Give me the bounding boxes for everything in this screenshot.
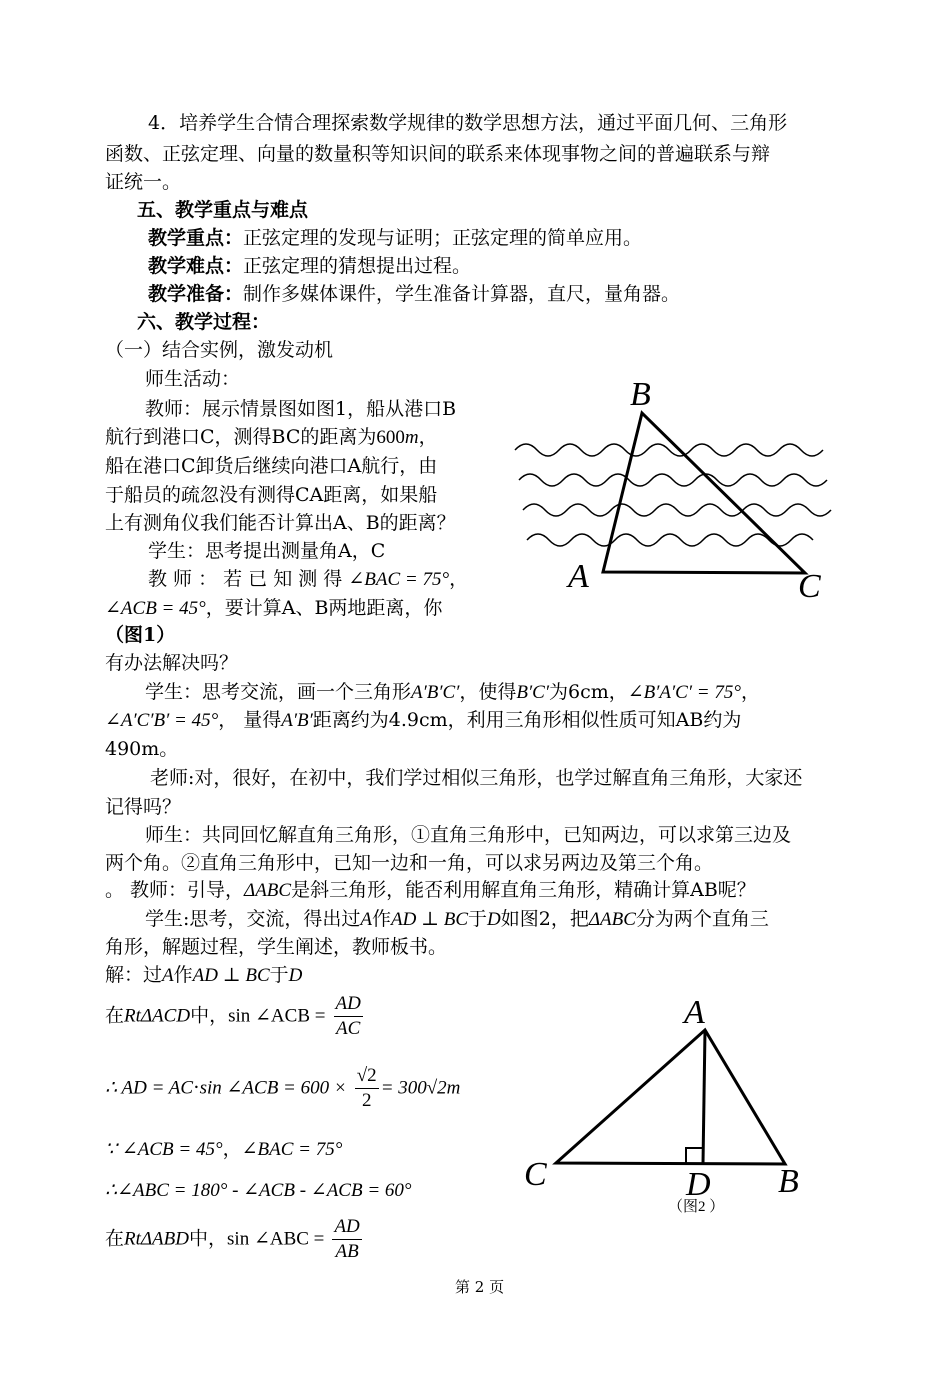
- side-bc-prime: B′C′: [516, 682, 549, 703]
- student-line-4: 490m。: [105, 738, 179, 760]
- eq5-pre: 在: [105, 1227, 125, 1250]
- fig2-label-c: C: [524, 1156, 547, 1193]
- fig2-label-b: B: [778, 1163, 799, 1200]
- solution-text-c: 于: [269, 964, 289, 986]
- solution-ad-perp-bc: AD ⊥ BC: [192, 965, 270, 986]
- eq1-sin: sin ∠ACB =: [228, 1005, 326, 1027]
- difficult-points-text: 正弦定理的猜想提出过程。: [243, 255, 472, 277]
- teacher-line-6-comma: ，: [449, 568, 469, 590]
- solution-line: [105, 962, 302, 989]
- teacher-line-6-text: 教 师 ： 若 已 知 测 得: [148, 568, 343, 590]
- eq3-acb: ∵ ∠ACB = 45°: [105, 1139, 223, 1160]
- key-points-text: 正弦定理的发现与证明；正弦定理的简单应用。: [243, 227, 643, 249]
- equation-3: [105, 1134, 342, 1161]
- eq5-mid: 中，: [189, 1227, 228, 1250]
- eq3-bac: ∠BAC = 75°: [241, 1139, 343, 1160]
- eq5-denominator: AB: [335, 1241, 359, 1262]
- solution-point-d: D: [288, 965, 303, 986]
- fig2-label-d: D: [686, 1166, 711, 1203]
- teacher-line-7-text: ，要计算A、B两地距离，你: [205, 597, 443, 619]
- fig1-label-b: B: [630, 376, 651, 413]
- eq2-rhs: = 300√2m: [380, 1077, 461, 1099]
- solution-text-b: 作: [173, 964, 193, 986]
- activity-label: 师生活动：: [145, 368, 241, 390]
- key-points: [148, 225, 642, 251]
- student-line-3-text-b: 距离约为4.9cm，利用三角形相似性质可知AB约为: [312, 709, 742, 731]
- section-6-heading: 六、教学过程：: [137, 311, 271, 333]
- point-d: D: [487, 909, 501, 930]
- triangle-prime: A′B′C′: [411, 682, 460, 703]
- eq2-numerator: √2: [355, 1064, 379, 1089]
- teacher-comment-line-2: 记得吗？: [105, 796, 182, 818]
- water-waves: [515, 444, 831, 546]
- eq2-fraction: [355, 1064, 379, 1113]
- eq1-fraction: [334, 992, 363, 1041]
- page-number: 第 2 页: [455, 1278, 505, 1296]
- altitude-ad: [703, 1030, 705, 1164]
- preparation-label: 教学准备：: [148, 283, 244, 305]
- teacher-student-line-1: 师生：共同回忆解直角三角形，①直角三角形中，已知两边，可以求第三边及: [145, 824, 792, 846]
- subsection-1-heading: （一）结合实例，激发动机: [105, 339, 334, 361]
- teacher-line-5: 上有测角仪我们能否计算出A、B的距离？: [105, 512, 456, 534]
- eq5-fraction: [332, 1215, 361, 1264]
- teacher-line-1: 教师：展示情景图如图1，船从港口B: [145, 398, 457, 420]
- teacher-student-line-2: 两个角。②直角三角形中，已知一边和一角，可以求另两边及第三个角。: [105, 852, 714, 874]
- teacher-line-2-text: 航行到港口C，测得BC的距离为: [105, 426, 377, 448]
- student-line-5-text-a: 学生:思考，交流，得出过: [145, 908, 361, 930]
- fig2-caption: （图2 ）: [668, 1199, 725, 1215]
- wave-1: [515, 444, 823, 456]
- angle-bac-value: ∠BAC = 75°: [348, 569, 450, 590]
- triangle-abc: ΔABC: [244, 880, 292, 901]
- triangle-abc-2-figure: [556, 1030, 785, 1164]
- eq5-numerator: AD: [332, 1215, 361, 1240]
- eq2-denominator: 2: [361, 1090, 372, 1111]
- figure-1-caption: （图1）: [105, 624, 176, 646]
- student-line-3-text-a: ， 量得: [218, 709, 282, 731]
- ad-perp-bc: AD ⊥ BC: [391, 909, 469, 930]
- teacher-line-7: [105, 595, 442, 622]
- eq1-triangle: RtΔACD: [124, 1005, 191, 1027]
- student-line-2-text-d: ，: [740, 681, 760, 703]
- figure-2: [520, 995, 820, 1220]
- student-line-6: 角形，解题过程，学生阐述，教师板书。: [105, 936, 448, 958]
- angle-acb-prime: ∠A′C′B′ = 45°: [105, 710, 219, 731]
- wave-3: [523, 504, 831, 516]
- solution-point-a: A: [162, 965, 174, 986]
- eq5-triangle: RtΔABD: [124, 1228, 189, 1250]
- equation-5: [105, 1215, 364, 1264]
- student-line-5-text-d: 如图2，把: [500, 908, 589, 930]
- student-line-5: [145, 906, 769, 933]
- teacher-line-2-comma: ，: [418, 426, 438, 448]
- wave-2: [519, 474, 827, 486]
- student-line-5-text-e: 分为两个直角三: [635, 908, 769, 930]
- student-line-5-text-c: 于: [468, 908, 488, 930]
- eq1-denominator: AC: [336, 1018, 361, 1039]
- eq3-sep: ，: [222, 1138, 242, 1160]
- eq1-pre: 在: [105, 1004, 125, 1027]
- equation-2: [105, 1064, 460, 1113]
- teacher-line-8: 有办法解决吗？: [105, 652, 239, 674]
- point-a: A: [360, 909, 373, 930]
- teacher-line-4: 于船员的疏忽没有测得CA距离，如果船: [105, 484, 438, 506]
- key-points-label: 教学重点：: [148, 227, 244, 249]
- teacher-line-2: [105, 424, 438, 451]
- right-angle-marker: [686, 1148, 702, 1164]
- student-line-2-text-b: ，使得: [459, 681, 517, 703]
- para-4-line-2: 函数、正弦定理、向量的数量积等知识间的联系来体现事物之间的普遍联系与辩: [105, 143, 771, 165]
- section-5-heading: 五、教学重点与难点: [137, 199, 309, 221]
- teacher-guide-text-a: 。 教师：引导，: [105, 879, 245, 901]
- student-line-2: [145, 679, 760, 706]
- distance-unit: m: [404, 427, 419, 448]
- figure-1: [505, 375, 845, 605]
- eq1-mid: 中，: [190, 1004, 229, 1027]
- student-line-1: 学生：思考提出测量角A，C: [148, 540, 386, 562]
- fig1-label-a: A: [568, 558, 589, 595]
- eq2-lhs: ∴ AD = AC⋅sin ∠ACB = 600 ×: [105, 1077, 347, 1099]
- para-4-line-1: 4．培养学生合情合理探索数学规律的数学思想方法，通过平面几何、三角形: [148, 112, 788, 134]
- triangle-abc-figure: [603, 413, 805, 573]
- preparation-text: 制作多媒体课件，学生准备计算器，直尺，量角器。: [243, 283, 681, 305]
- fig2-label-a: A: [684, 995, 705, 1031]
- angle-acb-value: ∠ACB = 45°: [105, 598, 206, 619]
- difficult-points: [148, 253, 471, 279]
- solution-text-a: 解：过: [105, 964, 163, 986]
- student-line-2-text-a: 学生：思考交流，画一个三角形: [145, 681, 412, 703]
- teacher-guide-text-b: 是斜三角形，能否利用解直角三角形，精确计算AB呢？: [291, 879, 756, 901]
- student-line-2-text-c: 为6cm，: [548, 681, 628, 703]
- eq5-sin: sin ∠ABC =: [227, 1228, 325, 1250]
- triangle-abc-2: ΔABC: [588, 909, 636, 930]
- equation-4: [105, 1179, 412, 1202]
- angle-bac-prime: ∠B′A′C′ = 75°: [627, 682, 741, 703]
- para-4-line-3: 证统一。: [105, 171, 182, 193]
- eq1-numerator: AD: [334, 992, 363, 1017]
- student-line-3: [105, 707, 741, 734]
- equation-1: [105, 992, 365, 1041]
- preparation: [148, 281, 680, 307]
- teacher-comment-line-1: 老师:对，很好，在初中，我们学过相似三角形，也学过解直角三角形，大家还: [150, 767, 803, 789]
- fig1-label-c: C: [798, 568, 821, 605]
- difficult-points-label: 教学难点：: [148, 255, 244, 277]
- teacher-line-6: [148, 566, 468, 593]
- teacher-line-3: 船在港口C卸货后继续向港口A航行，由: [105, 455, 438, 477]
- distance-value: 600: [376, 427, 405, 448]
- student-line-5-text-b: 作: [372, 908, 392, 930]
- side-ab-prime: A′B′: [281, 710, 313, 731]
- teacher-guide-line: [105, 877, 756, 904]
- eq4-text: ∴∠ABC = 180° - ∠ACB - ∠ACB = 60°: [105, 1180, 412, 1201]
